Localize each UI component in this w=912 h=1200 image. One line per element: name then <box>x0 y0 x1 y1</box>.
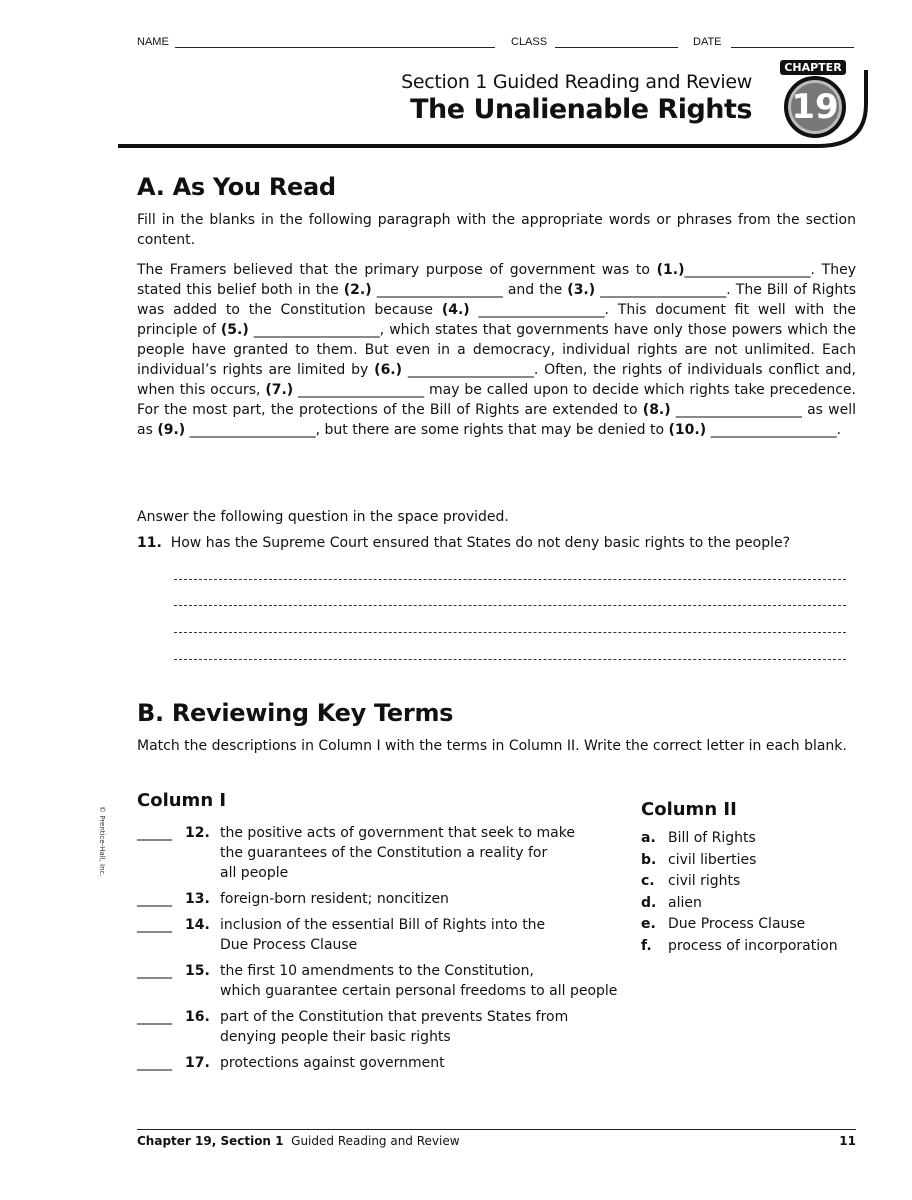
term-letter: d. <box>641 894 657 911</box>
paragraph-text: may be called upon to decide which rights take precedence. For the most part, the protections of the Bill of Rights are extended to <box>137 382 856 418</box>
term-letter: b. <box>641 851 657 868</box>
description-line: Due Process Clause <box>220 937 358 953</box>
question-text: How has the Supreme Court ensured that States do not deny basic rights to the people? <box>170 535 791 551</box>
blank-number: (9.) <box>157 422 186 438</box>
item-number: 16. <box>185 1009 210 1025</box>
blank-number: (6.) <box>374 362 403 378</box>
blank-number: (7.) <box>265 382 294 398</box>
answer-blank[interactable]: _____ <box>137 1055 172 1071</box>
description-line: part of the Constitution that prevents States from <box>220 1009 569 1025</box>
item-number: 12. <box>185 825 210 841</box>
fill-blank[interactable]: __________________ <box>293 382 429 398</box>
fill-blank[interactable]: __________________, <box>248 322 390 338</box>
item-number: 15. <box>185 963 210 979</box>
column-2-term <box>641 893 702 913</box>
column-2-term <box>641 914 805 934</box>
column-2-term <box>641 850 756 870</box>
section-b-instructions: Match the descriptions in Column I with the terms in Column II. Write the correct letter in each blank. <box>137 738 847 754</box>
term-letter: f. <box>641 938 652 954</box>
item-number: 17. <box>185 1055 210 1071</box>
paragraph-text: The Framers believed that the primary purpose of government was to <box>137 262 657 278</box>
footer-chapter: Chapter 19, Section 1 <box>137 1134 284 1148</box>
column-2-term <box>641 936 838 956</box>
page-number: 11 <box>839 1134 856 1148</box>
fill-blank[interactable]: __________________ <box>670 402 808 418</box>
answer-blank[interactable]: _____ <box>137 825 172 841</box>
blank-number: (4.) <box>441 302 470 318</box>
term-text: civil rights <box>668 873 741 890</box>
footer-chapter-section <box>137 1134 460 1148</box>
footer-label: Guided Reading and Review <box>291 1134 460 1148</box>
question-number: 11. <box>137 535 162 551</box>
term-letter: a. <box>641 830 656 846</box>
chapter-number: 19 <box>784 76 846 138</box>
section-a-instructions: Fill in the blanks in the following paragraph with the appropriate words or phrases from the section content. <box>137 212 856 248</box>
answer-blank[interactable]: _____ <box>137 1009 172 1025</box>
section-b-heading: B. Reviewing Key Terms <box>137 699 454 727</box>
description-line: the first 10 amendments to the Constitution, <box>220 963 534 979</box>
paragraph-text: Often, the rights of individuals conflict and, when this occurs, <box>137 362 857 398</box>
answer-line-4[interactable] <box>174 659 846 660</box>
class-label: CLASS <box>511 36 548 48</box>
column-2-heading: Column II <box>641 799 737 820</box>
answer-blank[interactable]: _____ <box>137 917 172 933</box>
item-description <box>220 823 640 883</box>
fill-blank[interactable]: __________________. <box>402 362 545 378</box>
term-text: civil liberties <box>668 851 757 868</box>
section-a-heading: A. As You Read <box>137 173 336 201</box>
fill-blank[interactable]: __________________. <box>706 422 842 438</box>
question-instructions: Answer the following question in the space provided. <box>137 509 509 525</box>
item-description <box>220 889 640 909</box>
term-text: alien <box>668 894 702 911</box>
footer-rule <box>137 1129 856 1130</box>
answer-line-1[interactable] <box>174 579 846 580</box>
answer-line-2[interactable] <box>174 605 846 606</box>
blank-number: (3.) <box>567 282 596 298</box>
answer-blank[interactable]: _____ <box>137 963 172 979</box>
paragraph-text: as well as <box>137 402 857 438</box>
column-2-term <box>641 871 740 891</box>
chapter-label: CHAPTER <box>780 60 846 75</box>
item-number: 14. <box>185 917 210 933</box>
term-letter: e. <box>641 916 656 933</box>
description-line: the guarantees of the Constitution a reality for <box>220 845 548 861</box>
name-label: NAME <box>137 36 169 48</box>
column-1-heading: Column I <box>137 790 227 811</box>
fill-blank[interactable]: __________________. <box>595 282 731 298</box>
blank-number: (10.) <box>668 422 707 438</box>
fill-blank[interactable]: __________________. <box>469 302 609 318</box>
blank-number: (8.) <box>642 402 671 418</box>
item-description <box>220 1007 640 1047</box>
paragraph-text: The Bill of Rights was added to the Constitution because <box>137 282 856 318</box>
paragraph-text: and the <box>507 282 568 298</box>
blank-number: (5.) <box>220 322 249 338</box>
blank-number: (2.) <box>343 282 372 298</box>
paragraph-text: They stated this belief both in the <box>137 262 856 298</box>
item-description <box>220 961 640 1001</box>
section-subtitle: Section 1 Guided Reading and Review <box>401 71 752 93</box>
fill-in-paragraph <box>137 260 856 440</box>
description-line: the positive acts of government that seek to make <box>220 825 575 841</box>
description-line: foreign-born resident; noncitizen <box>220 891 449 907</box>
answer-line-3[interactable] <box>174 632 846 633</box>
term-text: process of incorporation <box>668 938 838 954</box>
name-field-line[interactable] <box>175 47 495 48</box>
question-11 <box>137 533 856 553</box>
date-label: DATE <box>693 36 722 48</box>
term-text: Bill of Rights <box>668 830 756 846</box>
description-line: protections against government <box>220 1055 445 1071</box>
header-rule <box>118 70 878 152</box>
description-line: all people <box>220 865 289 881</box>
fill-blank[interactable]: __________________ <box>371 282 508 298</box>
answer-blank[interactable]: _____ <box>137 891 172 907</box>
description-line: inclusion of the essential Bill of Rights into the <box>220 917 546 933</box>
fill-blank[interactable]: __________________. <box>684 262 815 278</box>
blank-number: (1.) <box>656 262 685 278</box>
item-description <box>220 915 640 955</box>
date-field-line[interactable] <box>731 47 854 48</box>
class-field-line[interactable] <box>555 47 678 48</box>
paragraph-text: This document fit well with the principle of <box>137 302 856 338</box>
copyright-credit: © Prentice-Hall, Inc. <box>98 806 106 877</box>
fill-blank[interactable]: __________________, <box>185 422 325 438</box>
description-line: which guarantee certain personal freedoms to all people <box>220 983 618 999</box>
page-title: The Unalienable Rights <box>410 94 752 125</box>
description-line: denying people their basic rights <box>220 1029 451 1045</box>
item-description <box>220 1053 640 1073</box>
column-2-term <box>641 828 756 848</box>
item-number: 13. <box>185 891 210 907</box>
paragraph-text: which states that governments have only those powers which the people have granted to them. But even in a democracy, individual rights are not unlimited. Each individual’s rights are limited by <box>137 322 856 378</box>
term-letter: c. <box>641 873 655 890</box>
term-text: Due Process Clause <box>668 916 806 933</box>
paragraph-text: but there are some rights that may be denied to <box>324 422 669 438</box>
